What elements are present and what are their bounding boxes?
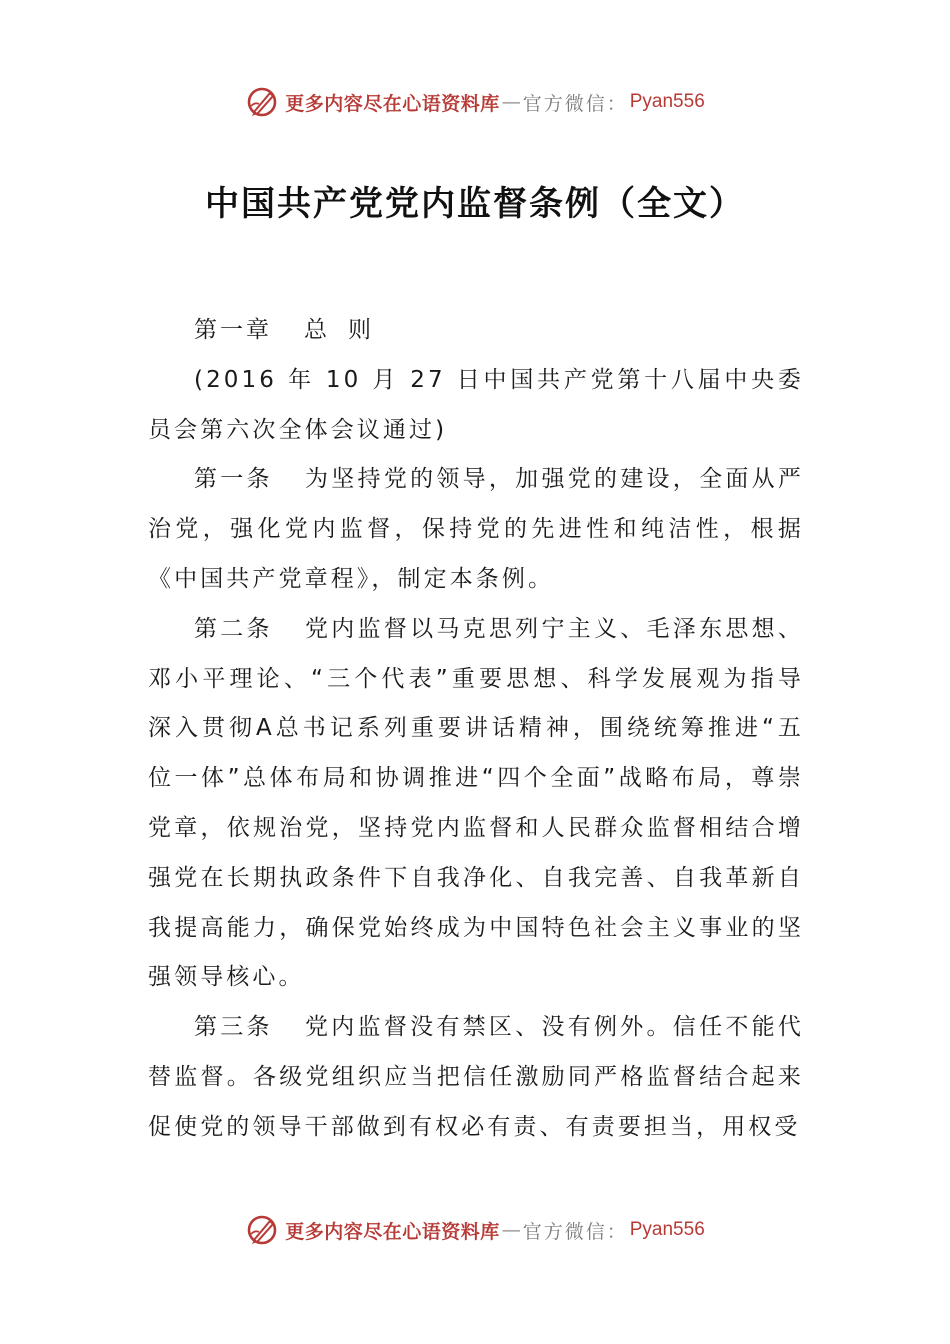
banner-wechat-label: 官方微信： (522, 92, 628, 115)
article-1 (148, 455, 804, 604)
article-text: 党内监督没有禁区、没有例外。信任不能代替监督。各级党组织应当把信任激励同严格监督结合起来促使党的领导干部做到有权必有责、有责要担当，用权受 (148, 1014, 804, 1140)
article-text: 党内监督以马克思列宁主义、毛泽东思想、邓小平理论、“三个代表”重要思想、科学发展观为指导深入贯彻A总书记系列重要讲话精神，围绕统筹推进“五位一体”总体布局和协调推进“四个全面”战略布局，尊崇党章，依规治党，坚持党内监督和人民群众监督相结合增强党在长期执政条件下自我净化、自我完善、自我革新自我提高能力，确保党始终成为中国特色社会主义事业的坚强领导核心。 (148, 615, 804, 991)
banner-wechat-label: 官方微信： (522, 1220, 628, 1243)
document-title: 中国共产党党内监督条例（全文） (205, 184, 745, 224)
banner-wechat-id: Pyan556 (629, 1219, 705, 1240)
chapter-label: 第一章 (194, 317, 272, 343)
chapter-name-part2: 则 (348, 317, 374, 343)
banner-slogan: 更多内容尽在心语资料库 (285, 1220, 500, 1243)
banner-slogan: 更多内容尽在心语资料库 (285, 92, 500, 115)
article-number: 第一条 (194, 466, 273, 493)
article-number: 第二条 (194, 615, 273, 642)
banner-wechat-id: Pyan556 (629, 91, 705, 112)
article-2 (148, 605, 804, 1003)
header-banner (0, 82, 950, 122)
article-text: 为坚持党的领导，加强党的建设，全面从严治党，强化党内监督，保持党的先进性和纯洁性，根据《中国共产党章程》，制定本条例。 (148, 466, 804, 592)
chapter-heading (148, 306, 804, 356)
adoption-note: (2016 年 10 月 27 日中国共产党第十八届中央委员会第六次全体会议通过) (148, 366, 804, 443)
banner-dash: — (501, 1219, 521, 1241)
article-number: 第三条 (194, 1014, 273, 1041)
footer-banner (0, 1210, 950, 1250)
pen-logo-icon (245, 85, 279, 119)
banner-dash: — (501, 91, 521, 113)
article-3 (148, 1003, 804, 1152)
chapter-name-part1: 总 (304, 317, 330, 343)
document-body (148, 306, 804, 1153)
pen-logo-icon (245, 1213, 279, 1247)
